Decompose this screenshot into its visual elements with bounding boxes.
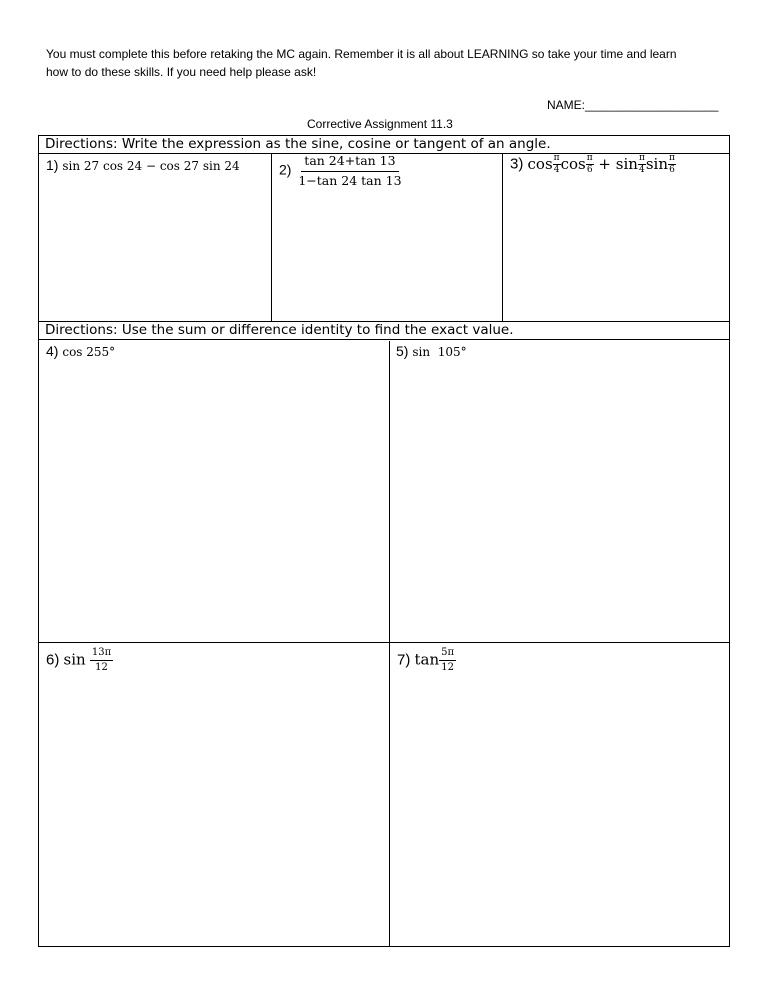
divider <box>502 154 503 321</box>
problem-fraction <box>295 155 404 187</box>
operator: + <box>598 154 611 173</box>
fraction-denominator: 12 <box>95 662 108 673</box>
problem-number: 3) <box>510 155 524 173</box>
fraction-numerator: π <box>553 153 560 163</box>
function-name: cos <box>527 154 553 173</box>
problem-number: 6) <box>46 651 60 669</box>
fraction-numerator: 5π <box>439 648 456 661</box>
instructions-line-2: how to do these skills. If you need help please ask! <box>46 65 317 79</box>
instructions-paragraph <box>46 45 736 81</box>
section-1-directions: Directions: Write the expression as the sine, cosine or tangent of an angle. <box>39 136 729 154</box>
problem-7 <box>397 648 456 673</box>
problem-fraction <box>439 648 456 673</box>
fraction-numerator: 13π <box>90 648 113 661</box>
fraction-denominator: 6 <box>669 165 675 175</box>
problem-number: 4) <box>46 343 59 359</box>
fraction-denominator: 4 <box>553 165 560 175</box>
fraction <box>668 154 676 175</box>
divider <box>39 642 729 643</box>
problem-number: 2) <box>279 161 292 178</box>
fraction-denominator: 6 <box>586 165 593 175</box>
problem-fraction <box>90 648 113 673</box>
problem-3 <box>510 154 676 175</box>
function-name: sin <box>615 154 638 173</box>
problem-expression: sin 105° <box>412 345 467 359</box>
fraction-denominator: 1−tan 24 tan 13 <box>298 172 402 188</box>
fraction <box>638 154 646 175</box>
problem-expression: sin 27 cos 24 − cos 27 sin 24 <box>62 159 240 173</box>
problem-expression <box>528 155 676 173</box>
problem-number: 5) <box>396 343 409 359</box>
problem-function: tan <box>414 650 440 669</box>
problem-5 <box>396 343 467 359</box>
instructions-line-1: You must complete this before retaking the MC again. Remember it is all about LEARNING so take your time and learn <box>46 47 677 61</box>
problem-1 <box>46 157 240 173</box>
function-name: sin <box>645 154 669 173</box>
fraction-numerator: π <box>586 153 593 163</box>
function-name: cos <box>560 154 586 173</box>
fraction-denominator: 4 <box>639 165 645 175</box>
problem-number: 7) <box>397 651 411 669</box>
name-field: NAME:____________________ <box>547 98 719 112</box>
problem-6 <box>46 648 113 673</box>
problem-2 <box>279 155 405 187</box>
divider <box>389 341 390 947</box>
fraction-numerator: tan 24+tan 13 <box>301 155 398 172</box>
problem-expression: cos 255° <box>62 345 116 359</box>
fraction-numerator: π <box>638 153 645 163</box>
assignment-title: Corrective Assignment 11.3 <box>307 117 453 131</box>
section-2-directions: Directions: Use the sum or difference identity to find the exact value. <box>39 321 729 340</box>
problem-number: 1) <box>46 157 59 173</box>
fraction <box>553 154 561 175</box>
problem-4 <box>46 343 115 359</box>
divider <box>271 154 272 321</box>
fraction-numerator: π <box>669 153 675 163</box>
worksheet-table <box>38 135 730 947</box>
fraction-denominator: 12 <box>441 662 454 673</box>
fraction <box>586 154 594 175</box>
problem-function: sin <box>63 650 86 669</box>
